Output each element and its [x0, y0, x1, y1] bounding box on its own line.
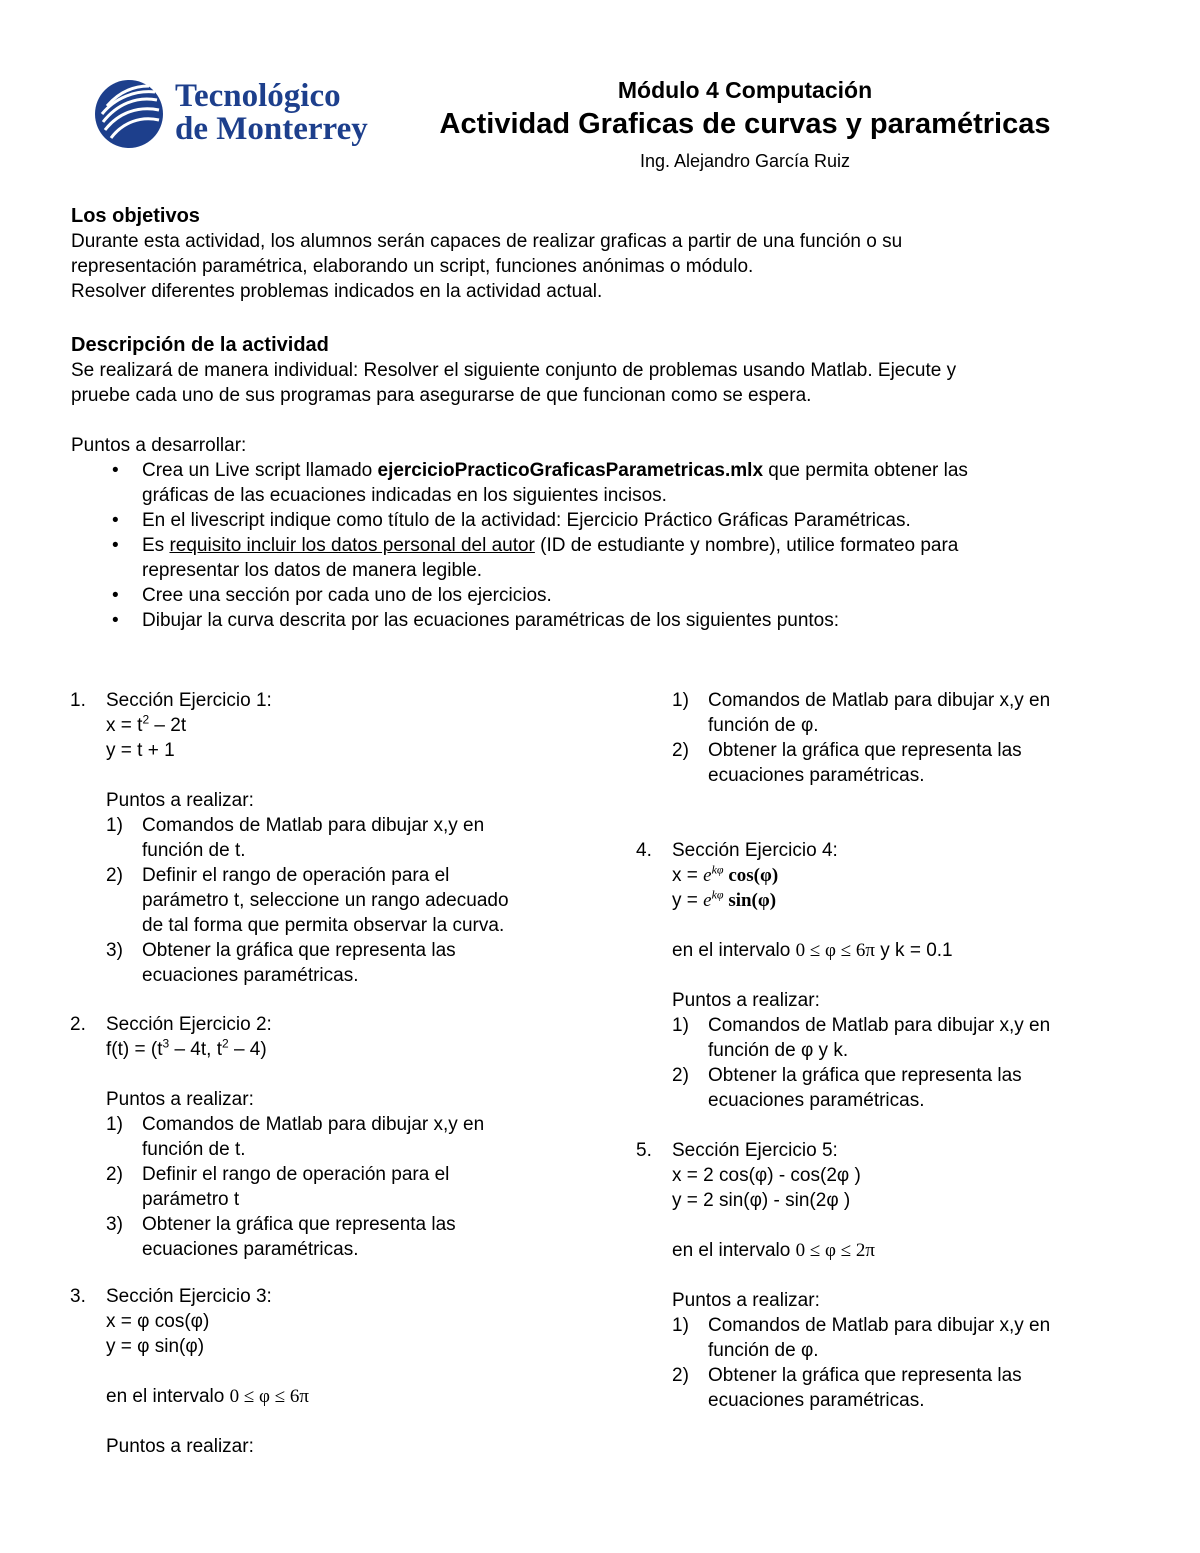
list-item [112, 533, 1112, 583]
equation-x: x = φ cos(φ) [106, 1311, 210, 1332]
interval: en el intervalo 0 ≤ φ ≤ 6π y k = 0.1 [672, 940, 953, 961]
equation-x: $x = t^2 - 2t$ [106, 712, 187, 736]
objectives-line-2: representación paramétrica, elaborando un script, funciones anónimas o módulo. [71, 256, 754, 277]
steps-list [106, 813, 586, 988]
equation-y: y = t + 1 [106, 740, 175, 761]
logo-wordmark [175, 80, 368, 146]
tec-emblem-icon [93, 78, 165, 150]
points-label: Puntos a realizar: [106, 1436, 254, 1457]
bullet-4-text: Cree una sección por cada uno de los ejercicios. [142, 585, 552, 606]
points-label: Puntos a realizar: [672, 1290, 820, 1311]
exercise-3-steps [672, 688, 1092, 788]
list-item: 2) Obtener la gráfica que representa las ecuaciones paramétricas. [672, 1065, 1022, 1111]
points-label: Puntos a realizar: [672, 990, 820, 1011]
exercise-number: 2. [70, 1014, 86, 1035]
bullet-5-text: Dibujar la curva descrita por las ecuaciones paramétricas de los siguientes puntos: [142, 610, 840, 631]
objectives-section [71, 204, 1131, 304]
list-item: 1) Comandos de Matlab para dibujar x,y en función de φ. [672, 690, 1051, 736]
bullet-3-text: Es [142, 535, 170, 556]
points-label: Puntos a realizar: [106, 790, 254, 811]
exercise-title: Sección Ejercicio 2: [106, 1014, 272, 1035]
requirement-underlined: requisito incluir los datos personal del autor [169, 535, 535, 556]
equation-y: $y = e^{k\varphi}$ sin(φ) [672, 887, 777, 911]
exercise-title: Sección Ejercicio 3: [106, 1286, 272, 1307]
exercise-title: Sección Ejercicio 5: [672, 1140, 838, 1161]
bullet-1-line-2: gráficas de las ecuaciones indicadas en los siguientes incisos. [142, 485, 667, 506]
module-heading: Módulo 4 Computación [617, 77, 873, 103]
list-item: 2) Definir el rango de operación para el parámetro t, seleccione un rango adecuado de tal forma que permita observar la curva. [106, 865, 509, 936]
tec-monterrey-logo [93, 78, 373, 150]
list-item: 2) Obtener la gráfica que representa las ecuaciones paramétricas. [672, 1365, 1022, 1411]
page-title: Actividad Graficas de curvas y paramétricas [439, 108, 1051, 140]
interval: en el intervalo 0 ≤ φ ≤ 6π [106, 1386, 309, 1407]
logo-line-1: Tecnológico [175, 78, 341, 114]
objectives-line-1: Durante esta actividad, los alumnos serán capaces de realizar graficas a partir de una función o su [71, 231, 903, 252]
list-item [112, 458, 1112, 508]
steps-list [672, 1013, 1092, 1113]
steps-list [106, 1112, 586, 1262]
bullet-1-text: Crea un Live script llamado [142, 460, 378, 481]
description-heading: Descripción de la actividad [71, 334, 329, 356]
steps-list [672, 1313, 1092, 1413]
equation-y: y = 2 sin(φ) - sin(2φ ) [672, 1190, 851, 1211]
bullet-3-line-2: representar los datos de manera legible. [142, 560, 483, 581]
list-item: 1) Comandos de Matlab para dibujar x,y en función de φ y k. [672, 1015, 1051, 1061]
bullet-2-text: En el livescript indique como título de la actividad: Ejercicio Práctico Gráficas Paramétricas. [142, 510, 911, 531]
logo-line-2: de Monterrey [175, 111, 368, 147]
equation-f: $f(t) = (t^3 - 4t$, $t^2 - 4$) [106, 1036, 267, 1060]
list-item [112, 583, 1112, 608]
exercise-title: Sección Ejercicio 4: [672, 840, 838, 861]
bullet-3-text-end: (ID de estudiante y nombre), utilice formateo para [534, 535, 959, 556]
points-label: Puntos a realizar: [106, 1089, 254, 1110]
exercise-number: 3. [70, 1286, 86, 1307]
exercise-number: 5. [636, 1140, 652, 1161]
list-item: 1) Comandos de Matlab para dibujar x,y en función de t. [106, 1114, 485, 1160]
equation-x: x = 2 cos(φ) - cos(2φ ) [672, 1165, 861, 1186]
equation-y: y = φ sin(φ) [106, 1336, 205, 1357]
list-item: 3) Obtener la gráfica que representa las ecuaciones paramétricas. [106, 940, 456, 986]
list-item: 3) Obtener la gráfica que representa las ecuaciones paramétricas. [106, 1214, 456, 1260]
list-item: 1) Comandos de Matlab para dibujar x,y en función de t. [106, 815, 485, 861]
description-section [71, 333, 1131, 458]
exercise-title: Sección Ejercicio 1: [106, 690, 272, 711]
bullet-1-text-end: que permita obtener las [763, 460, 968, 481]
author-line: Ing. Alejandro García Ruiz [639, 151, 851, 171]
list-item [112, 508, 1112, 533]
objectives-heading: Los objetivos [71, 205, 200, 227]
live-script-filename: ejercicioPracticoGraficasParametricas.mlx [377, 460, 764, 481]
description-line-1: Se realizará de manera individual: Resolver el siguiente conjunto de problemas usando Matlab. Ejecute y [71, 360, 957, 381]
objectives-line-3: Resolver diferentes problemas indicados en la actividad actual. [71, 281, 603, 302]
description-line-2: pruebe cada uno de sus programas para asegurarse de que funcionan como se espera. [71, 385, 812, 406]
list-item [112, 608, 1112, 633]
list-item: 1) Comandos de Matlab para dibujar x,y en función de φ. [672, 1315, 1051, 1361]
interval: en el intervalo 0 ≤ φ ≤ 2π [672, 1240, 875, 1261]
points-label: Puntos a desarrollar: [71, 435, 247, 456]
requirements-list [112, 458, 1112, 633]
equation-x: $x = e^{k\varphi}$ cos(φ) [672, 862, 779, 886]
list-item: 2) Definir el rango de operación para el parámetro t [106, 1164, 450, 1210]
exercise-number: 1. [70, 690, 86, 711]
exercise-number: 4. [636, 840, 652, 861]
list-item: 2) Obtener la gráfica que representa las ecuaciones paramétricas. [672, 740, 1022, 786]
